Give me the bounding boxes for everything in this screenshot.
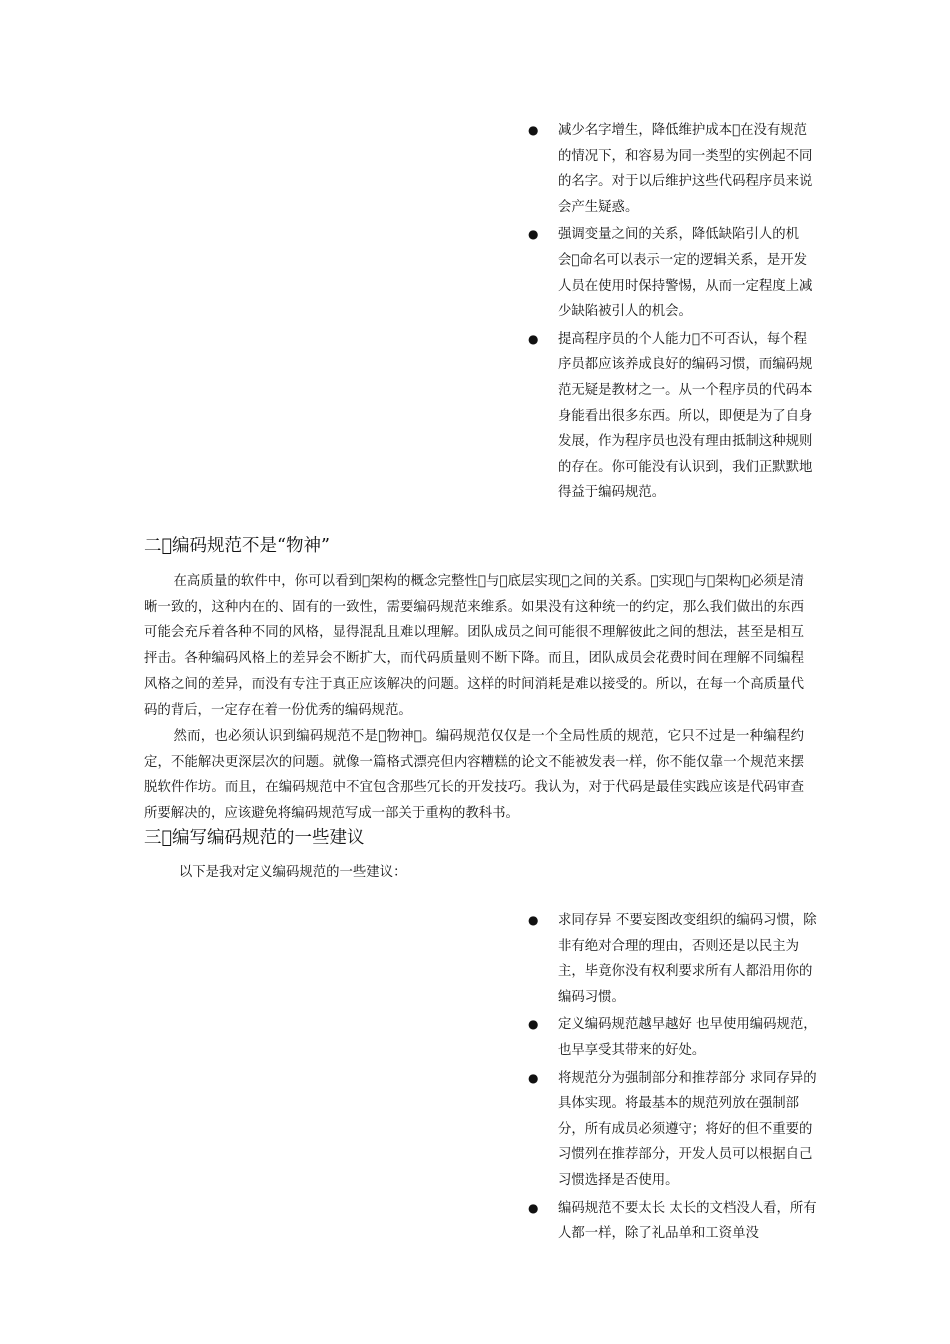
- bullet-icon: ●: [528, 1017, 539, 1032]
- section-heading-3: 三 编写编码规范的一些建议: [144, 828, 365, 848]
- list-item-text: 定义编码规范越早越好 也早使用编码规范，也早享受其带来的好处。: [558, 1017, 817, 1058]
- list-item-text: 提高程序员的个人能力 不可否认，每个程序员都应该养成良好的编码习惯，而编码规范无疑是教材之一。从一个程序员的代码本身能看出很多东西。所以，即便是为了自身发展，作为程序员也没有理由抵制这种规则的存在。你可能没有认识到，我们正默默地得益于编码规范。: [558, 331, 813, 501]
- list-item: [528, 222, 818, 324]
- paragraph-not-fetish: 然而，也必须认识到编码规范不是 物神 。编码规范仅仅是一个全局性质的规范，它只不过是一种编程约定，不能解决更深层次的问题。就像一篇格式漂亮但内容糟糕的论文不能被发表一样，你不能仅靠一个规范来摆脱软件作坊。而且，在编码规范中不宜包含那些冗长的开发技巧。我认为，对于代码是最佳实践应该是代码审查所要解决的，应该避免将编码规范写成一部关于重构的教科书。: [144, 729, 804, 822]
- bullet-list-benefits: [528, 118, 818, 508]
- list-item-text: 编码规范不要太长 太长的文档没人看，所有人都一样，除了礼品单和工资单没: [558, 1200, 817, 1242]
- list-item: [528, 118, 818, 220]
- list-item: [528, 1196, 818, 1247]
- list-item-text: 强调变量之间的关系，降低缺陷引人的机会 命名可以表示一定的逻辑关系，是开发人员在使用时保持警惕，从而一定程度上减少缺陷被引人的机会。: [558, 227, 813, 320]
- bullet-icon: ●: [528, 331, 539, 346]
- bullet-icon: ●: [528, 913, 539, 927]
- paragraph-architecture: 在高质量的软件中，你可以看到 架构的概念完整性 与 底层实现 之间的关系。 实现 与 架构 必须是清晰一致的，这种内在的、固有的一致性，需要编码规范来维系。如果没有这种统一的约定，那么我们做出的东西可能会充斥着各种不同的风格，显得混乱且难以理解。团队成员之间可能很不理解彼此之间的想法，甚至是相互抨击。各种编码风格上的差异会不断扩大，而代码质量则不断下降。而且，团队成员会花费时间在理解不同编程风格之间的差异，而没有专注于真正应该解决的问题。这样的时间消耗是难以接受的。所以，在每一个高质量代码的背后，一定存在着一份优秀的编码规范。: [144, 574, 804, 718]
- bullet-icon: ●: [528, 227, 539, 242]
- bullet-list-suggestions: [528, 908, 818, 1249]
- list-item-text: 减少名字增生，降低维护成本 在没有规范的情况下，和容易为同一类型的实例起不同的名字。对于以后维护这些代码程序员来说会产生疑惑。: [558, 123, 813, 215]
- list-item: [528, 327, 818, 506]
- list-item: [528, 1066, 818, 1194]
- paragraph-suggestions-intro: 以下是我对定义编码规范的一些建议：: [178, 865, 407, 880]
- bullet-icon: ●: [528, 123, 539, 137]
- section-heading-2: 二 编码规范不是“物神”: [144, 536, 330, 556]
- bullet-icon: ●: [528, 1200, 539, 1215]
- list-item: [528, 1012, 818, 1063]
- bullet-icon: ●: [528, 1070, 539, 1085]
- list-item: [528, 908, 818, 1010]
- list-item-text: 将规范分为强制部分和推荐部分 求同存异的具体实现。将最基本的规范列放在强制部分，所有成员必须遵守；将好的但不重要的习惯列在推荐部分，开发人员可以根据自己习惯选择是否使用。: [558, 1070, 817, 1188]
- list-item-text: 求同存异 不要妄图改变组织的编码习惯，除非有绝对合理的理由，否则还是以民主为主，毕竟你没有权利要求所有人都沿用你的编码习惯。: [558, 913, 817, 1005]
